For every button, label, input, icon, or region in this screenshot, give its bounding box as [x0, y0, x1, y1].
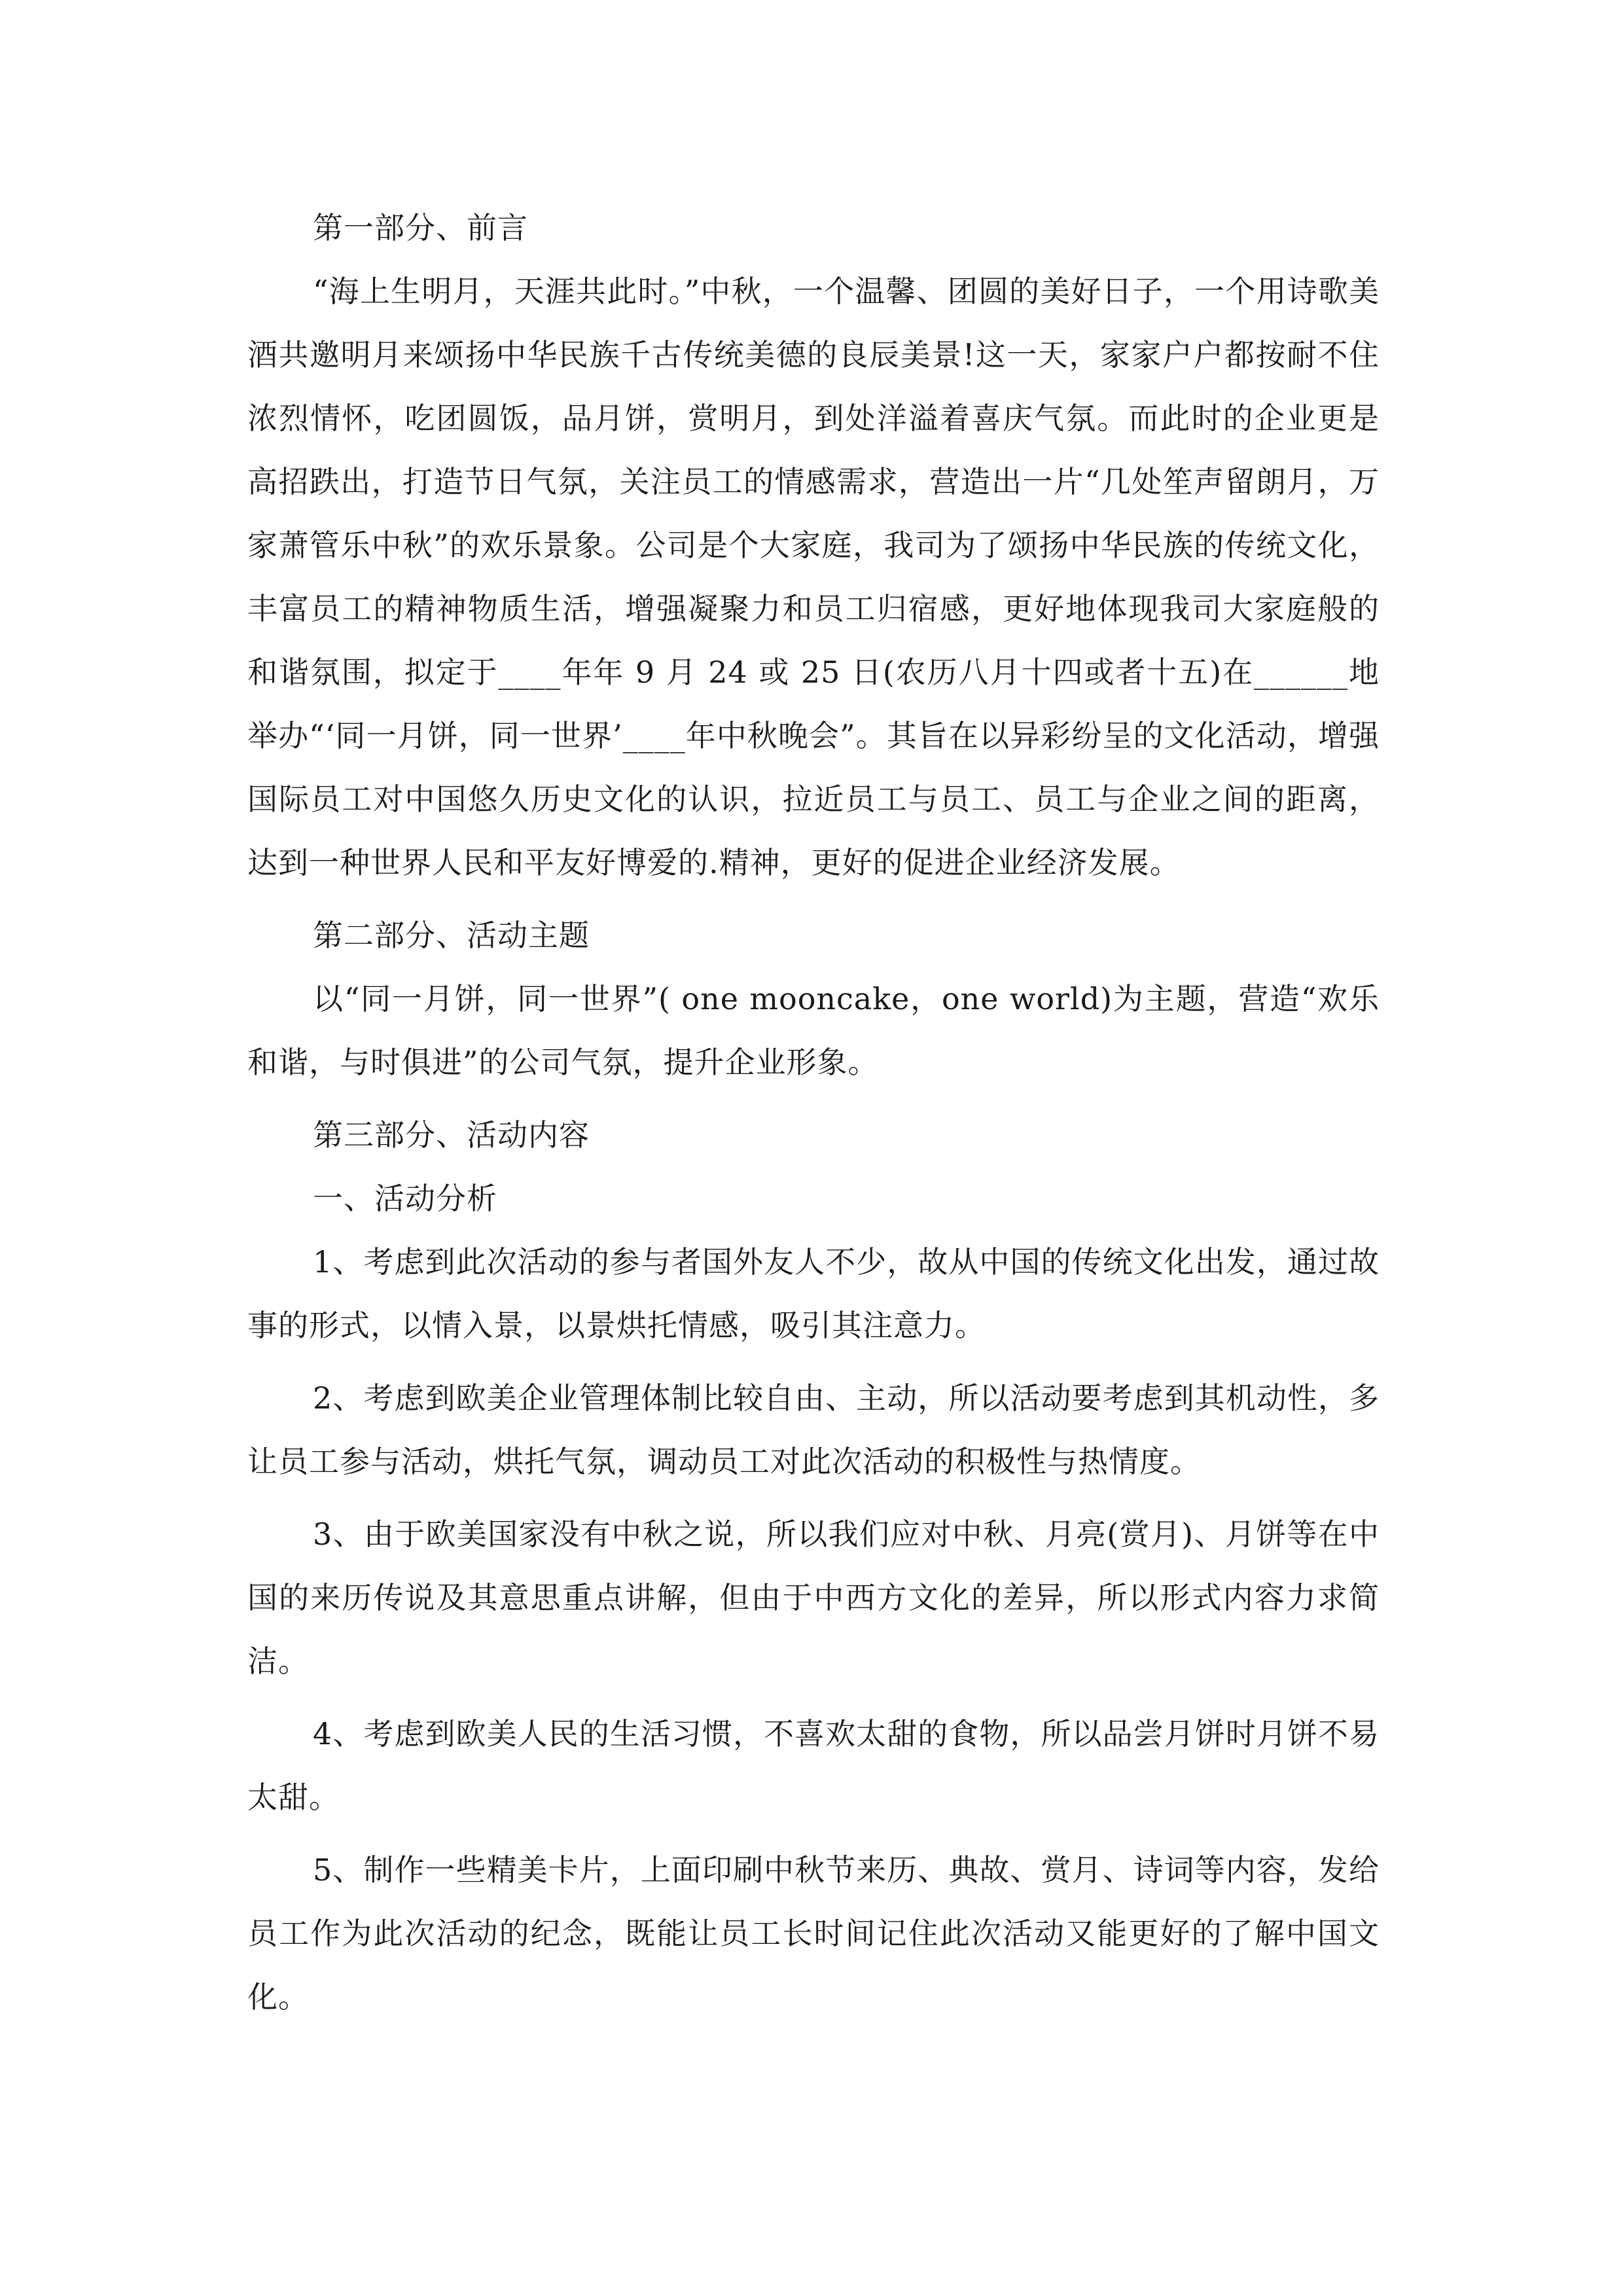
paragraph-theme: 以“同一月饼，同一世界”( one mooncake，one world)为主题，营造“欢乐和谐，与时俱进”的公司气氛，提升企业形象。 [247, 981, 1380, 1080]
subheading-analysis: 一、活动分析 [313, 1181, 497, 1216]
document-page [247, 196, 1380, 2038]
analysis-item-3: 3、由于欧美国家没有中秋之说，所以我们应对中秋、月亮(赏月)、月饼等在中国的来历传说及其意思重点讲解，但由于中西方文化的差异，所以形式内容力求简洁。 [247, 1516, 1380, 1679]
analysis-item-2: 2、考虑到欧美企业管理体制比较自由、主动，所以活动要考虑到其机动性，多让员工参与活动，烘托气氛，调动员工对此次活动的积极性与热情度。 [247, 1380, 1380, 1479]
paragraph-preface: “海上生明月，天涯共此时。”中秋，一个温馨、团圆的美好日子，一个用诗歌美酒共邀明月来颂扬中华民族千古传统美德的良辰美景!这一天，家家户户都按耐不住浓烈情怀，吃团圆饭，品月饼，赏明月，到处洋溢着喜庆气氛。而此时的企业更是高招跌出，打造节日气氛，关注员工的情感需求，营造出一片“几处笙声留朗月，万家萧管乐中秋”的欢乐景象。公司是个大家庭，我司为了颂扬中华民族的传统文化，丰富员工的精神物质生活，增强凝聚力和员工归宿感，更好地体现我司大家庭般的和谐氛围，拟定于____年年 9 月 24 或 25 日(农历八月十四或者十五)在______地举办“‘同一月饼，同一世界’____年中秋晚会”。其旨在以异彩纷呈的文化活动，增强国际员工对中国悠久历史文化的认识，拉近员工与员工、员工与企业之间的距离，达到一种世界人民和平友好博爱的.精神，更好的促进企业经济发展。 [247, 274, 1380, 880]
analysis-item-1: 1、考虑到此次活动的参与者国外友人不少，故从中国的传统文化出发，通过故事的形式，以情入景，以景烘托情感，吸引其注意力。 [247, 1244, 1380, 1343]
analysis-item-4: 4、考虑到欧美人民的生活习惯，不喜欢太甜的食物，所以品尝月饼时月饼不易太甜。 [247, 1716, 1380, 1815]
section-heading-content: 第三部分、活动内容 [313, 1117, 590, 1153]
section-heading-theme: 第二部分、活动主题 [313, 918, 590, 953]
analysis-item-5: 5、制作一些精美卡片，上面印刷中秋节来历、典故、赏月、诗词等内容，发给员工作为此次活动的纪念，既能让员工长时间记住此次活动又能更好的了解中国文化。 [247, 1852, 1380, 2015]
section-heading-preface: 第一部分、前言 [313, 210, 528, 245]
